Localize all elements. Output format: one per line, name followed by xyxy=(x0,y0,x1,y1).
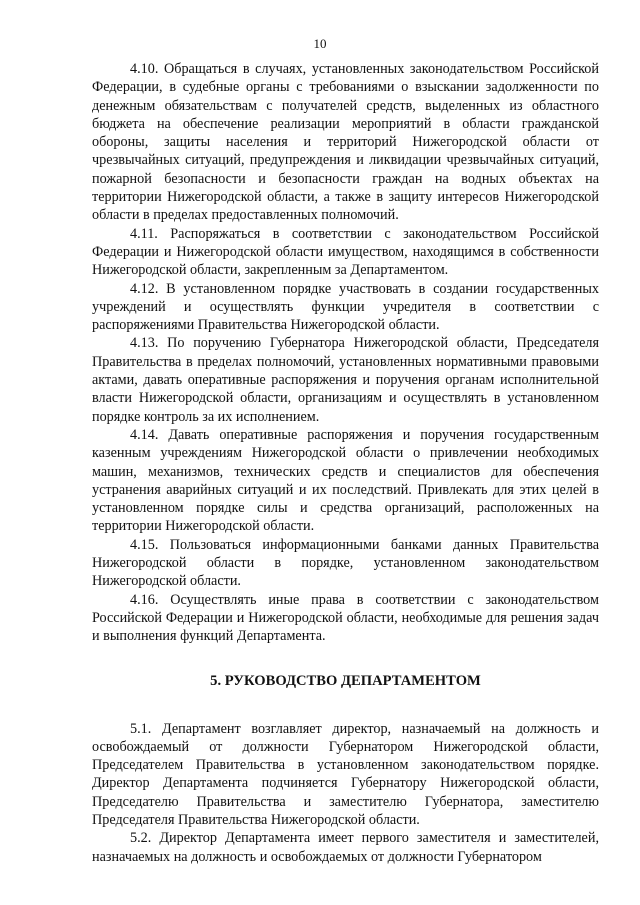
paragraph-5-1: 5.1. Департамент возглавляет директор, назначаемый на должность и освобождаемый от должности Губернатором Нижегородской области, Председателем Правительства в установленном законодательством порядке. Директор Департамента подчиняется Губернатору Нижегородской области, Председателю Правительства и заместителю Губернатора, заместителю Председателя Правительства Нижегородской области. xyxy=(92,720,599,828)
paragraph-5-2: 5.2. Директор Департамента имеет первого заместителя и заместителей, назначаемых на должность и освобождаемых от должности Губернатором xyxy=(92,830,599,865)
page-number: 10 xyxy=(313,36,327,51)
paragraph-4-15: 4.15. Пользоваться информационными банками данных Правительства Нижегородской области в порядке, установленном законодательством Нижегородской области. xyxy=(92,536,599,590)
paragraph-4-13: 4.13. По поручению Губернатора Нижегородской области, Председателя Правительства в пределах полномочий, установленных нормативными правовыми актами, давать оперативные распоряжения и поручения органам исполнительной власти Нижегородской области, организациям и осуществлять в установленном порядке контроль за их исполнением. xyxy=(92,335,599,425)
paragraph-4-10: 4.10. Обращаться в случаях, установленных законодательством Российской Федерации, в судебные органы с требованиями о взыскании задолженности по денежным обязательствам с получателей средств, выделенных из областного бюджета на обеспечение реализации мероприятий в области гражданской обороны, защиты населения и территорий Нижегородской области от чрезвычайных ситуаций, предупреждения и ликвидации чрезвычайных ситуаций, пожарной безопасности и безопасности граждан на водных объектах на территории Нижегородской области, а также в защиту интересов Нижегородской области в пределах предоставленных полномочий. xyxy=(92,61,599,224)
paragraph-4-12: 4.12. В установленном порядке участвовать в создании государственных учреждений и осуществлять функции учредителя в соответствии с распоряжениями Правительства Нижегородской области. xyxy=(92,280,599,334)
section-heading: 5. РУКОВОДСТВО ДЕПАРТАМЕНТОМ xyxy=(210,672,481,689)
paragraph-4-16: 4.16. Осуществлять иные права в соответствии с законодательством Российской Федерации и Нижегородской области, необходимые для решения задач и выполнения функций Департамента. xyxy=(92,591,599,645)
document-body xyxy=(92,60,599,866)
paragraph-4-14: 4.14. Давать оперативные распоряжения и поручения государственным казенным учреждениям Нижегородской области о привлечении необходимых машин, механизмов, технических средств и специалистов для обеспечения устранения аварийных ситуаций и их последствий. Привлекать для этих целей в установленном порядке силы и средства организаций, расположенных на территории Нижегородской области. xyxy=(92,426,599,535)
paragraph-4-11: 4.11. Распоряжаться в соответствии с законодательством Российской Федерации и Нижегородской области имуществом, находящимся в собственности Нижегородской области, закрепленным за Департаментом. xyxy=(92,225,599,279)
